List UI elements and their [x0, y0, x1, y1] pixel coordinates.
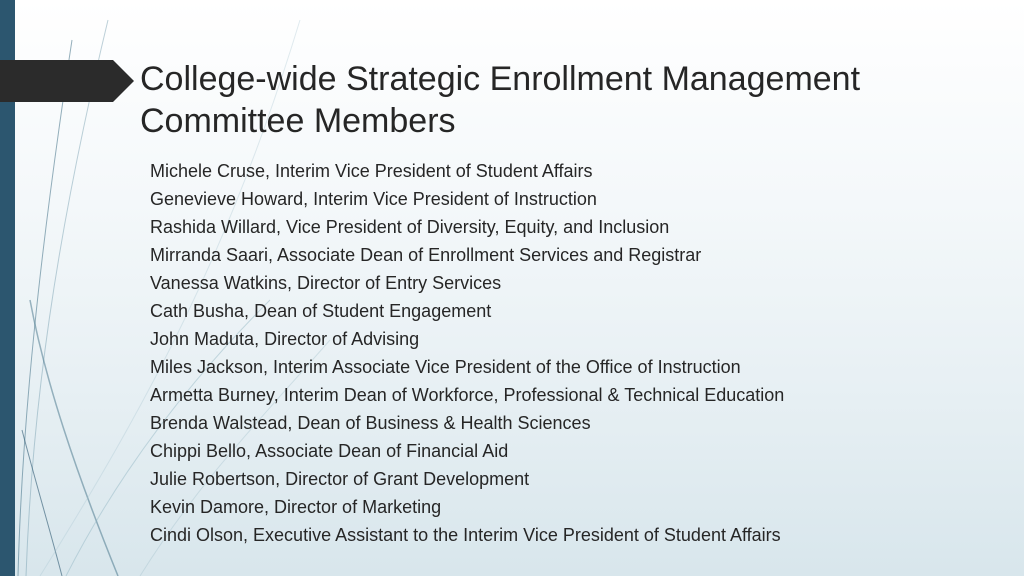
member-item: Chippi Bello, Associate Dean of Financial Aid	[150, 441, 509, 461]
slide-title-line-1: College-wide Strategic Enrollment Management	[140, 60, 861, 98]
committee-member-list	[150, 157, 1010, 549]
title-arrow-shape	[0, 60, 134, 102]
member-item: Cindi Olson, Executive Assistant to the Interim Vice President of Student Affairs	[150, 525, 781, 545]
member-item: Brenda Walstead, Dean of Business & Health Sciences	[150, 413, 591, 433]
member-item: Julie Robertson, Director of Grant Development	[150, 469, 530, 489]
member-item: Miles Jackson, Interim Associate Vice President of the Office of Instruction	[150, 357, 741, 377]
decorative-curve-3	[30, 300, 118, 576]
decorative-curve-4	[22, 430, 62, 576]
member-item: Michele Cruse, Interim Vice President of Student Affairs	[150, 161, 593, 181]
member-item: John Maduta, Director of Advising	[150, 329, 420, 349]
member-item: Mirranda Saari, Associate Dean of Enrollment Services and Registrar	[150, 245, 702, 265]
member-item: Rashida Willard, Vice President of Diversity, Equity, and Inclusion	[150, 217, 670, 237]
decorative-curve-2	[26, 20, 108, 576]
member-item: Kevin Damore, Director of Marketing	[150, 497, 442, 517]
member-item: Armetta Burney, Interim Dean of Workforce, Professional & Technical Education	[150, 385, 785, 405]
slide-title	[140, 58, 1000, 142]
member-item: Genevieve Howard, Interim Vice President of Instruction	[150, 189, 597, 209]
slide-title-line-2: Committee Members	[140, 102, 456, 140]
decorative-curve-1	[18, 40, 72, 576]
member-item: Vanessa Watkins, Director of Entry Services	[150, 273, 502, 293]
member-item: Cath Busha, Dean of Student Engagement	[150, 301, 492, 321]
